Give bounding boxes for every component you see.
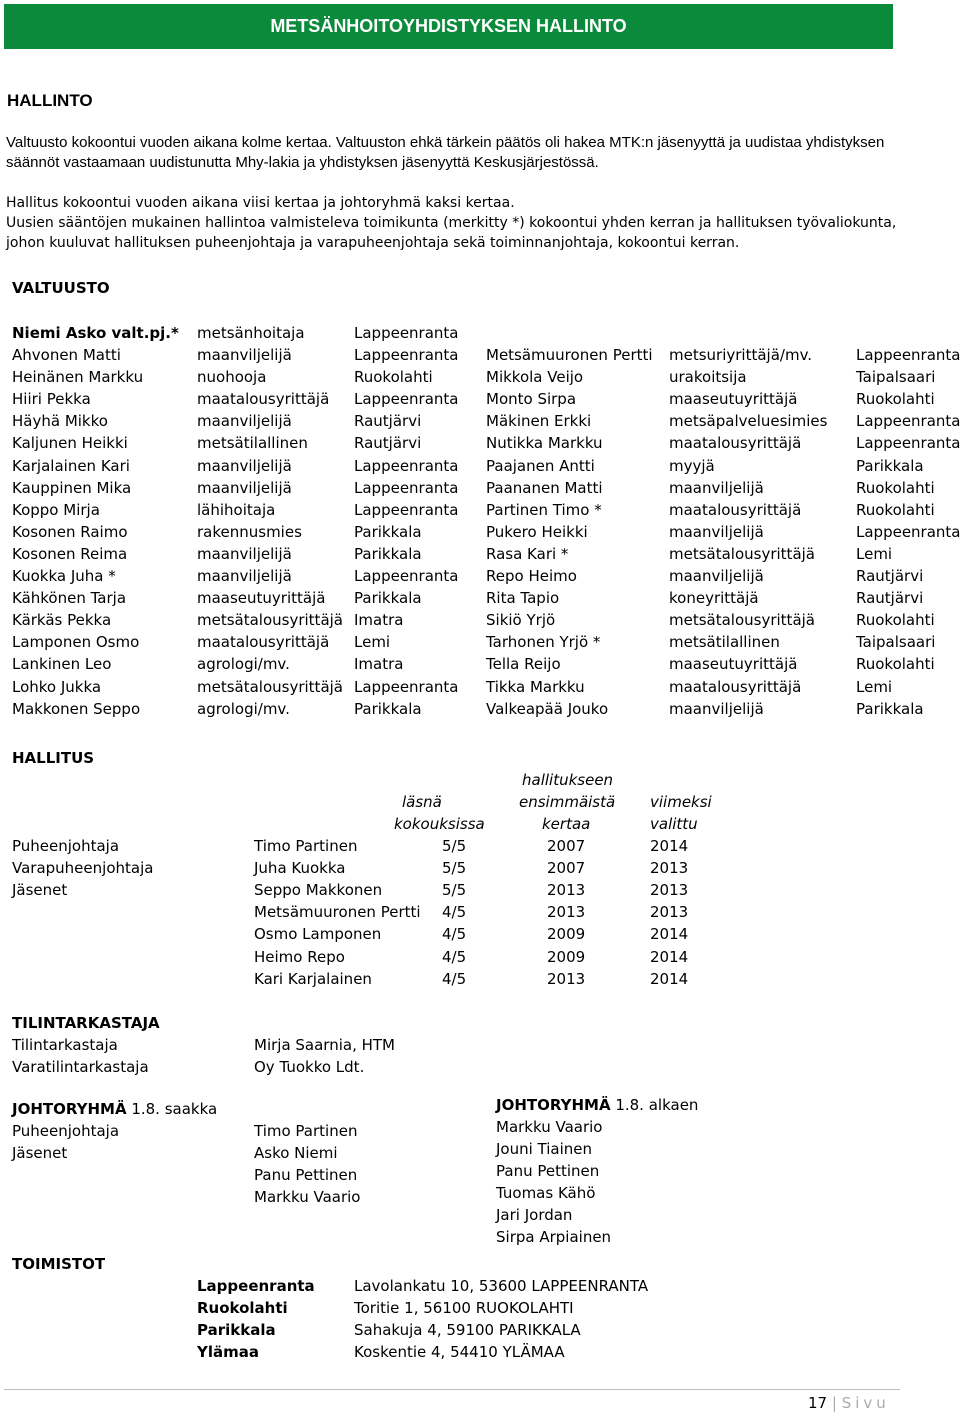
johtoryhma-left-name: Timo Partinen [254, 1122, 358, 1140]
hallitus-name: Kari Karjalainen [254, 969, 372, 988]
page-separator: | [831, 1394, 837, 1412]
member-place: Rautjärvi [354, 412, 422, 431]
hallitus-elected: 2013 [650, 881, 689, 900]
office-row [0, 1277, 960, 1297]
member-name: Lohko Jukka [12, 677, 102, 696]
hallitus-present: 4/5 [442, 969, 467, 988]
office-place: Parikkala [197, 1321, 276, 1339]
member-title: agrologi/mv. [197, 699, 290, 718]
member-title: maaseutuyrittäjä [669, 655, 798, 674]
hallitus-present: 4/5 [442, 903, 467, 922]
valtuusto-row [0, 479, 960, 499]
hallitus-name: Osmo Lamponen [254, 925, 382, 944]
johtoryhma-right-heading: JOHTORYHMÄ 1.8. alkaen [496, 1096, 699, 1114]
member-name: Mäkinen Erkki [486, 412, 592, 431]
member-name: Kärkäs Pekka [12, 611, 112, 630]
member-place: Ruokolahti [856, 390, 935, 409]
hallitus-row [0, 925, 960, 945]
member-title: maatalousyrittäjä [669, 434, 802, 453]
johtoryhma-members-label: Jäsenet [12, 1144, 68, 1162]
member-name: Kauppinen Mika [12, 478, 132, 497]
member-place: Imatra [354, 655, 404, 674]
member-name: Pukero Heikki [486, 522, 588, 541]
office-address: Koskentie 4, 54410 YLÄMAA [354, 1343, 565, 1361]
valtuusto-row [0, 457, 960, 477]
office-address: Lavolankatu 10, 53600 LAPPEENRANTA [354, 1277, 649, 1295]
member-name: Rasa Kari * [486, 544, 569, 563]
hallitus-first: 2007 [547, 859, 586, 878]
member-place: Parikkala [354, 699, 422, 718]
member-name: Metsämuuronen Pertti [486, 346, 653, 364]
johtoryhma-left-name: Panu Pettinen [254, 1166, 358, 1184]
johtoryhma-right-name: Jouni Tiainen [496, 1140, 593, 1158]
valtuusto-row [0, 523, 960, 543]
member-title: myyjä [669, 456, 715, 475]
office-place: Ylämaa [197, 1343, 259, 1361]
member-place: Lappeenranta [856, 346, 960, 364]
member-name: Kosonen Raimo [12, 522, 128, 541]
member-title: maanviljelijä [669, 699, 764, 718]
office-row [0, 1299, 960, 1319]
member-place: Parikkala [354, 544, 422, 563]
member-name: Ahvonen Matti [12, 346, 121, 364]
member-title: metsätalousyrittäjä [669, 611, 815, 630]
member-title: maatalousyrittäjä [197, 633, 330, 652]
member-name: Makkonen Seppo [12, 699, 141, 718]
chair-place: Lappeenranta [354, 324, 459, 342]
member-place: Ruokolahti [856, 478, 935, 497]
hallitus-role: Jäsenet [12, 881, 68, 900]
header-banner [4, 4, 893, 49]
member-place: Ruokolahti [856, 611, 935, 630]
hallitus-first: 2013 [547, 969, 586, 988]
page-number: 17 [808, 1394, 828, 1412]
member-title: maanviljelijä [669, 522, 764, 541]
col-present-line-1: läsnä [402, 793, 442, 811]
member-title: metsätalousyrittäjä [669, 544, 815, 563]
member-place: Lappeenranta [354, 390, 459, 409]
member-name: Tella Reijo [486, 655, 561, 674]
hallinto-paragraph-2: Hallitus kokoontui vuoden aikana viisi kertaa ja johtoryhmä kaksi kertaa. [6, 195, 515, 211]
member-name: Rita Tapio [486, 589, 560, 608]
member-name: Monto Sirpa [486, 390, 577, 409]
hallitus-first: 2013 [547, 903, 586, 922]
auditor-role: Tilintarkastaja [12, 1036, 118, 1054]
member-name: Lankinen Leo [12, 655, 112, 674]
member-name: Koppo Mirja [12, 500, 100, 519]
valtuusto-row [0, 678, 960, 698]
member-place: Ruokolahti [354, 368, 433, 387]
office-place: Lappeenranta [197, 1277, 315, 1295]
member-title: maatalousyrittäjä [669, 500, 802, 519]
hallitus-name: Heimo Repo [254, 947, 345, 966]
member-name: Karjalainen Kari [12, 456, 130, 475]
hallitus-row [0, 948, 960, 968]
office-row [0, 1343, 960, 1363]
member-title: maanviljelijä [197, 478, 292, 497]
member-name: Paananen Matti [486, 478, 603, 497]
valtuusto-row [0, 567, 960, 587]
member-name: Heinänen Markku [12, 368, 144, 387]
hallitus-elected: 2013 [650, 903, 689, 922]
page-footer [808, 1394, 890, 1412]
valtuusto-row [0, 589, 960, 609]
auditor-name: Mirja Saarnia, HTM [254, 1036, 395, 1054]
hallinto-paragraph-3: Uusien sääntöjen mukainen hallintoa valmisteleva toimikunta (merkitty *) kokoontui yhden kerran ja hallituksen työvaliokunta, johon kuuluvat hallituksen puheenjohtaja ja varapuheenjohtaja sekä toiminnanjohtaja, kokoontui kerran. [6, 215, 897, 251]
office-address: Toritie 1, 56100 RUOKOLAHTI [354, 1299, 574, 1317]
hallitus-first: 2007 [547, 837, 586, 855]
col-elected-line-2: valittu [650, 815, 698, 833]
member-name: Kaljunen Heikki [12, 434, 128, 453]
member-title: koneyrittäjä [669, 589, 759, 608]
office-place: Ruokolahti [197, 1299, 288, 1317]
hallitus-role: Varapuheenjohtaja [12, 859, 154, 878]
member-title: maanviljelijä [197, 456, 292, 475]
member-title: maatalousyrittäjä [669, 677, 802, 696]
member-name: Hiiri Pekka [12, 390, 91, 409]
member-title: maanviljelijä [669, 567, 764, 585]
hallitus-first: 2013 [547, 881, 586, 900]
member-place: Taipalsaari [856, 633, 936, 652]
tilintarkastaja-heading: TILINTARKASTAJA [12, 1014, 160, 1032]
johtoryhma-right-name: Markku Vaario [496, 1118, 603, 1136]
johtoryhma-right-name: Jari Jordan [496, 1206, 573, 1224]
member-place: Lemi [856, 677, 893, 696]
hallitus-present: 5/5 [442, 881, 467, 900]
hallitus-row [0, 903, 960, 923]
page-word: Sivu [841, 1394, 890, 1412]
member-name: Häyhä Mikko [12, 412, 108, 431]
valtuusto-row [0, 700, 960, 720]
member-place: Lappeenranta [354, 456, 459, 475]
hallitus-elected: 2014 [650, 837, 689, 855]
member-title: maanviljelijä [197, 544, 292, 563]
johtoryhma-right-name: Tuomas Kähö [496, 1184, 596, 1202]
hallinto-heading: HALLINTO [7, 91, 93, 110]
member-name: Kähkönen Tarja [12, 589, 127, 608]
valtuusto-row [0, 545, 960, 565]
member-place: Ruokolahti [856, 500, 935, 519]
member-place: Lemi [354, 633, 391, 652]
hallitus-present: 5/5 [442, 859, 467, 878]
member-name: Paajanen Antti [486, 456, 595, 475]
hallitus-first: 2009 [547, 925, 586, 944]
hallitus-elected: 2014 [650, 947, 689, 966]
member-title: rakennusmies [197, 522, 302, 541]
hallitus-name: Timo Partinen [254, 837, 358, 855]
hallinto-paragraph-1: Valtuusto kokoontui vuoden aikana kolme kertaa. Valtuuston ehkä tärkein päätös oli hakea MTK:n jäsenyyttä ja uudistaa yhdistyksen säännöt vastaamaan uudistunutta Mhy-lakia ja yhdistyksen jäsenyyttä Keskusjärjestössä. [6, 134, 885, 171]
member-place: Taipalsaari [856, 368, 936, 387]
hallitus-row [0, 970, 960, 990]
member-title: maanviljelijä [197, 567, 292, 585]
member-title: metsätalousyrittäjä [197, 611, 343, 630]
member-title: metsuriyrittäjä/mv. [669, 346, 813, 364]
valtuusto-heading: VALTUUSTO [12, 279, 110, 297]
hallitus-elected: 2013 [650, 859, 689, 878]
valtuusto-chair-row [0, 324, 960, 344]
valtuusto-row [0, 633, 960, 653]
deputy-auditor-row [0, 1058, 960, 1078]
johtoryhma-left-name: Markku Vaario [254, 1188, 361, 1206]
member-name: Tikka Markku [486, 677, 585, 696]
member-place: Parikkala [856, 699, 924, 718]
chair-title: metsänhoitaja [197, 324, 305, 342]
member-name: Kosonen Reima [12, 544, 128, 563]
member-title: maaseutuyrittäjä [669, 390, 798, 409]
hallitus-row [0, 881, 960, 901]
hallitus-role: Puheenjohtaja [12, 837, 120, 855]
tilintarkastaja-row [0, 1036, 960, 1056]
chair-name: Niemi Asko valt.pj.* [12, 324, 179, 342]
deputy-auditor-role: Varatilintarkastaja [12, 1058, 149, 1076]
banner-title: METSÄNHOITOYHDISTYKSEN HALLINTO [270, 16, 627, 36]
member-title: lähihoitaja [197, 500, 276, 519]
valtuusto-row [0, 434, 960, 454]
col-first-line-3: kertaa [542, 815, 591, 833]
member-place: Lappeenranta [354, 677, 459, 696]
member-name: Repo Heimo [486, 567, 577, 585]
hallitus-name: Metsämuuronen Pertti [254, 903, 421, 922]
hallitus-row [0, 837, 960, 857]
member-title: metsätalousyrittäjä [197, 677, 343, 696]
member-place: Lappeenranta [354, 346, 459, 364]
deputy-auditor-name: Oy Tuokko Ldt. [254, 1058, 365, 1076]
member-place: Rautjärvi [856, 589, 924, 608]
johtoryhma-left-heading: JOHTORYHMÄ 1.8. saakka [12, 1100, 218, 1118]
col-present-line-2: kokouksissa [394, 815, 485, 833]
member-title: urakoitsija [669, 368, 747, 387]
valtuusto-row [0, 346, 960, 366]
valtuusto-row [0, 611, 960, 631]
valtuusto-row [0, 390, 960, 410]
member-title: maanviljelijä [197, 412, 292, 431]
member-title: maatalousyrittäjä [197, 390, 330, 409]
hallitus-present: 4/5 [442, 925, 467, 944]
hallitus-elected: 2014 [650, 925, 689, 944]
member-name: Sikiö Yrjö [486, 611, 556, 630]
hallitus-heading: HALLITUS [12, 749, 95, 767]
member-place: Ruokolahti [856, 655, 935, 674]
johtoryhma-right-name: Panu Pettinen [496, 1162, 600, 1180]
member-place: Lappeenranta [354, 567, 459, 585]
col-first-line-2: ensimmäistä [519, 793, 616, 811]
member-place: Parikkala [354, 589, 422, 608]
member-place: Lemi [856, 544, 893, 563]
valtuusto-row [0, 655, 960, 675]
hallitus-elected: 2014 [650, 969, 689, 988]
hallitus-name: Juha Kuokka [254, 859, 346, 878]
member-place: Imatra [354, 611, 404, 630]
office-address: Sahakuja 4, 59100 PARIKKALA [354, 1321, 581, 1339]
valtuusto-row [0, 412, 960, 432]
col-elected-line-1: viimeksi [650, 793, 712, 811]
member-title: maanviljelijä [669, 478, 764, 497]
member-name: Lamponen Osmo [12, 633, 140, 652]
member-name: Tarhonen Yrjö * [486, 633, 601, 652]
member-place: Lappeenranta [856, 522, 960, 541]
member-name: Kuokka Juha * [12, 567, 116, 585]
member-title: nuohooja [197, 368, 267, 387]
col-first-line-1: hallitukseen [522, 771, 614, 789]
member-place: Lappeenranta [856, 412, 960, 431]
member-title: metsäpalveluesimies [669, 412, 828, 431]
member-title: maaseutuyrittäjä [197, 589, 326, 608]
member-place: Lappeenranta [354, 478, 459, 497]
hallitus-present: 4/5 [442, 947, 467, 966]
hallitus-row [0, 859, 960, 879]
member-place: Rautjärvi [856, 567, 924, 585]
member-title: maanviljelijä [197, 346, 292, 364]
member-title: metsätilallinen [669, 633, 780, 652]
johtoryhma-right-name: Sirpa Arpiainen [496, 1228, 612, 1246]
hallitus-present: 5/5 [442, 837, 467, 855]
hallitus-name: Seppo Makkonen [254, 881, 383, 900]
member-place: Parikkala [354, 522, 422, 541]
member-place: Rautjärvi [354, 434, 422, 453]
hallitus-first: 2009 [547, 947, 586, 966]
member-place: Lappeenranta [856, 434, 960, 453]
valtuusto-row [0, 368, 960, 388]
footer-divider [4, 1389, 900, 1390]
office-row [0, 1321, 960, 1341]
member-place: Parikkala [856, 456, 924, 475]
member-title: metsätilallinen [197, 434, 308, 453]
member-name: Partinen Timo * [486, 500, 602, 519]
member-name: Nutikka Markku [486, 434, 603, 453]
member-place: Lappeenranta [354, 500, 459, 519]
member-name: Valkeapää Jouko [486, 699, 609, 718]
toimistot-heading: TOIMISTOT [12, 1255, 106, 1273]
johtoryhma-left-name: Asko Niemi [254, 1144, 338, 1162]
member-name: Mikkola Veijo [486, 368, 584, 387]
johtoryhma-chair-label: Puheenjohtaja [12, 1122, 120, 1140]
member-title: agrologi/mv. [197, 655, 290, 674]
valtuusto-row [0, 501, 960, 521]
